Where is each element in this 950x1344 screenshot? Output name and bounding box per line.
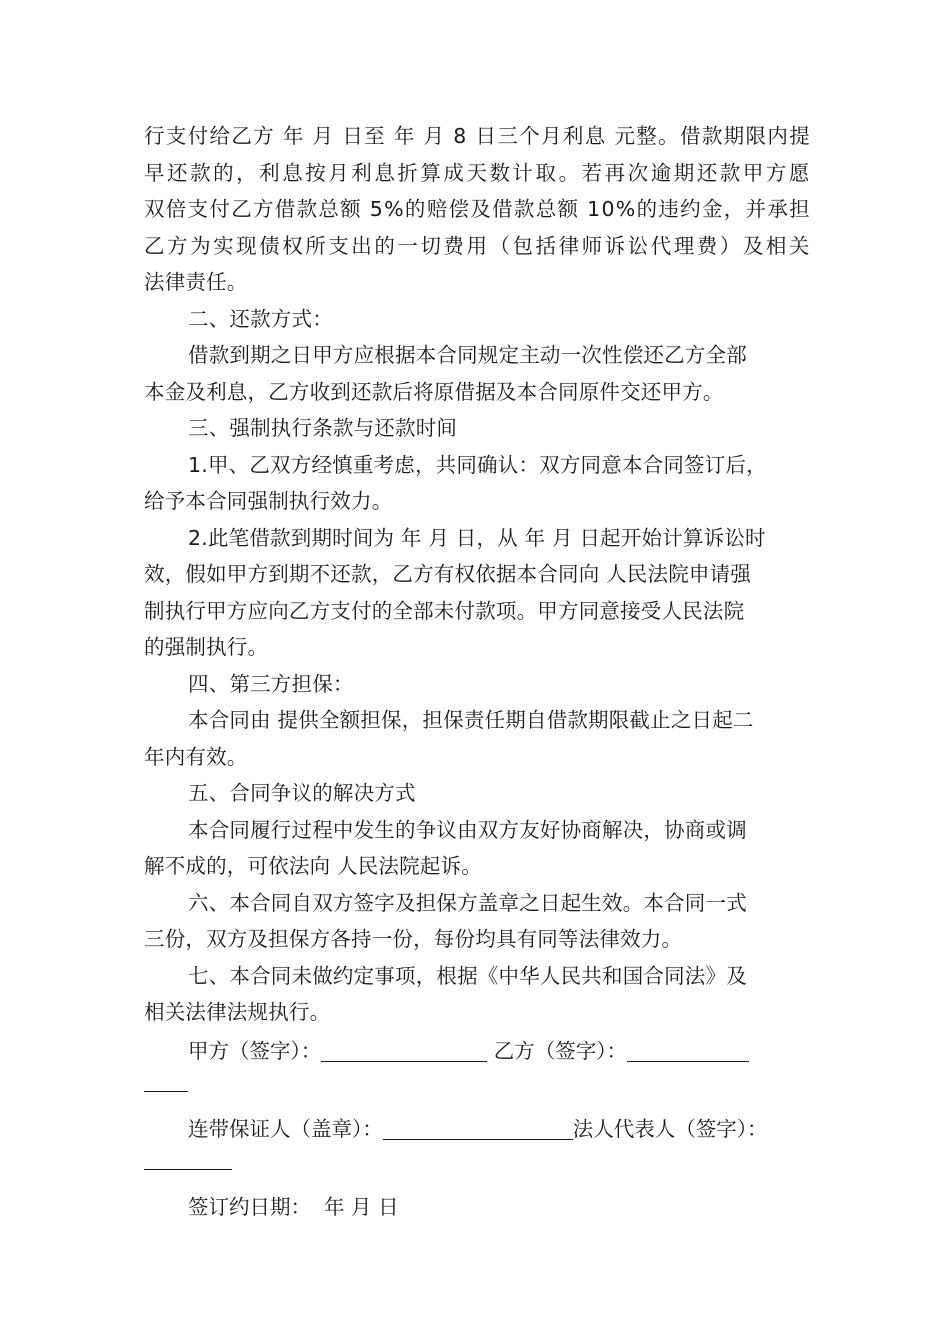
signature-row-parties [144,1031,810,1071]
section-heading: 四、第三方担保： [188,671,354,696]
text-line: 双 倍 支 付 乙 方 借 款 总 额 5 % 的 赔 偿 及 借 款 总 额 1 0 % 的 违 约 金 ， 并 承 担 [144,197,810,221]
text-line: 2.此笔借款到期时间为 年 月 日，从 年 月 日起开始计算诉讼时 [188,525,766,550]
text-line: 给予本合同强制执行效力。 [144,489,393,513]
text-line: 1.甲、乙双方经慎重考虑，共同确认：双方同意本合同签订后， [188,452,767,477]
section-heading: 三、强制执行条款与还款时间 [188,416,458,440]
text-line: 年内有效。 [144,744,248,769]
text-line: 效，假如甲方到期不还款，乙方有权依据本合同向 人民法院申请强 [144,562,752,586]
text-line: 本金及利息，乙方收到还款后将原借据及本合同原件交还甲方。 [144,379,724,404]
legal-rep-signature-blank[interactable] [144,1149,232,1170]
text-line: 三份，双方及担保方各持一份，每份均具有同等法律效力。 [144,927,683,951]
party-a-label: 甲方（签字）： [188,1038,322,1063]
text-line: 借款到期之日甲方应根据本合同规定主动一次性偿还乙方全部 [188,343,747,367]
contract-page [144,118,810,1227]
text-line: 行 支 付 给 乙 方 年 月 日 至 年 月 8 日 三 个 月 利 息 元 整 。 借 款 期 限 内 提 [144,124,810,148]
signing-date: 签订约日期： 年 月 日 [188,1194,399,1219]
party-b-signature-blank-cont[interactable] [144,1071,188,1092]
signature-row-continuation [144,1071,810,1099]
party-a-signature-blank[interactable] [321,1041,487,1062]
section-heading: 二、还款方式： [188,306,333,331]
text-line: 制执行甲方应向乙方支付的全部未付款项。甲方同意接受人民法院 [144,598,745,623]
legal-rep-label: 法人代表人（签字）： [572,1116,768,1141]
guarantor-label: 连带保证人（盖章）： [188,1116,383,1141]
text-line: 本合同由 提供全额担保，担保责任期自借款期限截止之日起二 [188,708,754,732]
text-line: 本合同履行过程中发生的争议由双方友好协商解决，协商或调 [188,817,747,842]
text-line: 相关法律法规执行。 [144,1000,331,1024]
section-heading: 五、合同争议的解决方式 [188,781,416,805]
signature-row-guarantor [144,1109,810,1149]
text-line: 乙 方 为 实 现 债 权 所 支 出 的 一 切 费 用 （ 包 括 律 师 诉 讼 代 理 费 ） 及 相 关 [144,233,810,258]
text-line: 早 还 款 的 ， 利 息 按 月 利 息 折 算 成 天 数 计 取 。 若 再 次 逾 期 还 款 甲 方 愿 [144,160,810,185]
guarantor-seal-blank[interactable] [383,1119,573,1140]
signature-row-continuation [144,1149,810,1177]
party-b-label: 乙方（签字）： [493,1038,628,1063]
text-line: 法律责任。 [144,270,248,294]
text-line: 的强制执行。 [144,635,269,659]
text-line: 六、本合同自双方签字及担保方盖章之日起生效。本合同一式 [188,890,747,915]
text-line: 七、本合同未做约定事项，根据《中华人民共和国合同法》及 [188,963,747,988]
party-b-signature-blank[interactable] [627,1041,749,1062]
text-line: 解不成的，可依法向 人民法院起诉。 [144,854,482,878]
